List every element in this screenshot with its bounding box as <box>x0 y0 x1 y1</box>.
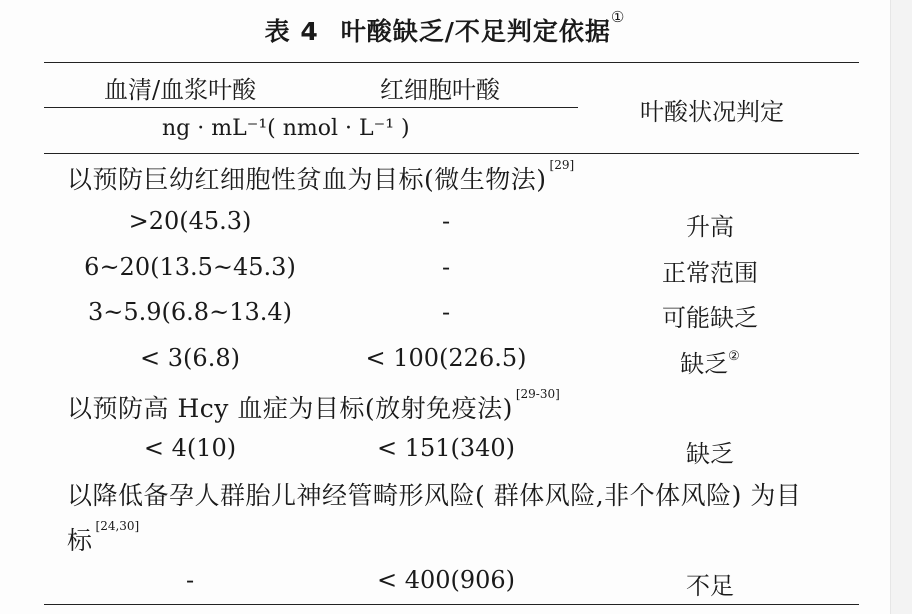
page-edge <box>890 0 912 614</box>
cell-judgment <box>600 344 820 379</box>
section-label-text: 以预防高 Hcy 血症为目标(放射免疫法) <box>67 394 513 423</box>
judgment-text: 缺乏 <box>680 350 729 378</box>
cell-rbc: - <box>441 253 451 281</box>
reference-marker: [29] <box>549 158 575 172</box>
cell-rbc: - <box>441 207 451 235</box>
cell-rbc: < 151(340) <box>376 434 516 462</box>
table-title <box>0 8 890 48</box>
cell-serum: >20(45.3) <box>128 207 252 235</box>
section-label-text: 标 <box>67 526 93 555</box>
section-label-ntd-line2 <box>67 521 139 557</box>
cell-judgment: 正常范围 <box>662 259 758 287</box>
cell-judgment: 不足 <box>686 572 734 600</box>
reference-marker: [24,30] <box>95 519 140 533</box>
reference-marker: [29-30] <box>515 387 560 401</box>
bottom-rule <box>44 604 859 605</box>
cell-serum: - <box>185 566 195 594</box>
cell-serum: < 4(10) <box>143 434 237 462</box>
section-label-megaloblastic <box>67 160 574 196</box>
header-unit: ng · mL⁻¹( nmol · L⁻¹ ) <box>162 116 410 141</box>
section-label-hcy <box>67 389 560 425</box>
header-judgment: 叶酸状况判定 <box>640 98 784 126</box>
cell-judgment: 可能缺乏 <box>662 304 758 332</box>
title-footnote-marker: ① <box>610 8 626 26</box>
cell-rbc: < 400(906) <box>376 566 516 594</box>
cell-rbc: < 100(226.5) <box>365 344 527 372</box>
section-label-ntd-line1: 以降低备孕人群胎儿神经管畸形风险( 群体风险,非个体风险) 为目 <box>67 481 802 510</box>
table-title-text: 叶酸缺乏/不足判定依据 <box>340 17 611 46</box>
cell-judgment: 升高 <box>686 213 734 241</box>
cell-serum: 6~20(13.5~45.3) <box>84 253 296 281</box>
header-rbc-folate: 红细胞叶酸 <box>380 76 500 104</box>
header-mid-rule <box>44 107 578 108</box>
cell-serum: < 3(6.8) <box>140 344 240 372</box>
section-label-text: 以预防巨幼红细胞性贫血为目标(微生物法) <box>67 165 547 194</box>
cell-rbc: - <box>441 298 451 326</box>
footnote-marker: ② <box>728 349 740 364</box>
cell-judgment: 缺乏 <box>686 440 734 468</box>
table-number: 表 4 <box>264 17 319 46</box>
top-rule <box>44 62 859 63</box>
header-bottom-rule <box>44 153 859 154</box>
header-serum-folate: 血清/血浆叶酸 <box>104 76 257 104</box>
cell-serum: 3~5.9(6.8~13.4) <box>88 298 292 326</box>
